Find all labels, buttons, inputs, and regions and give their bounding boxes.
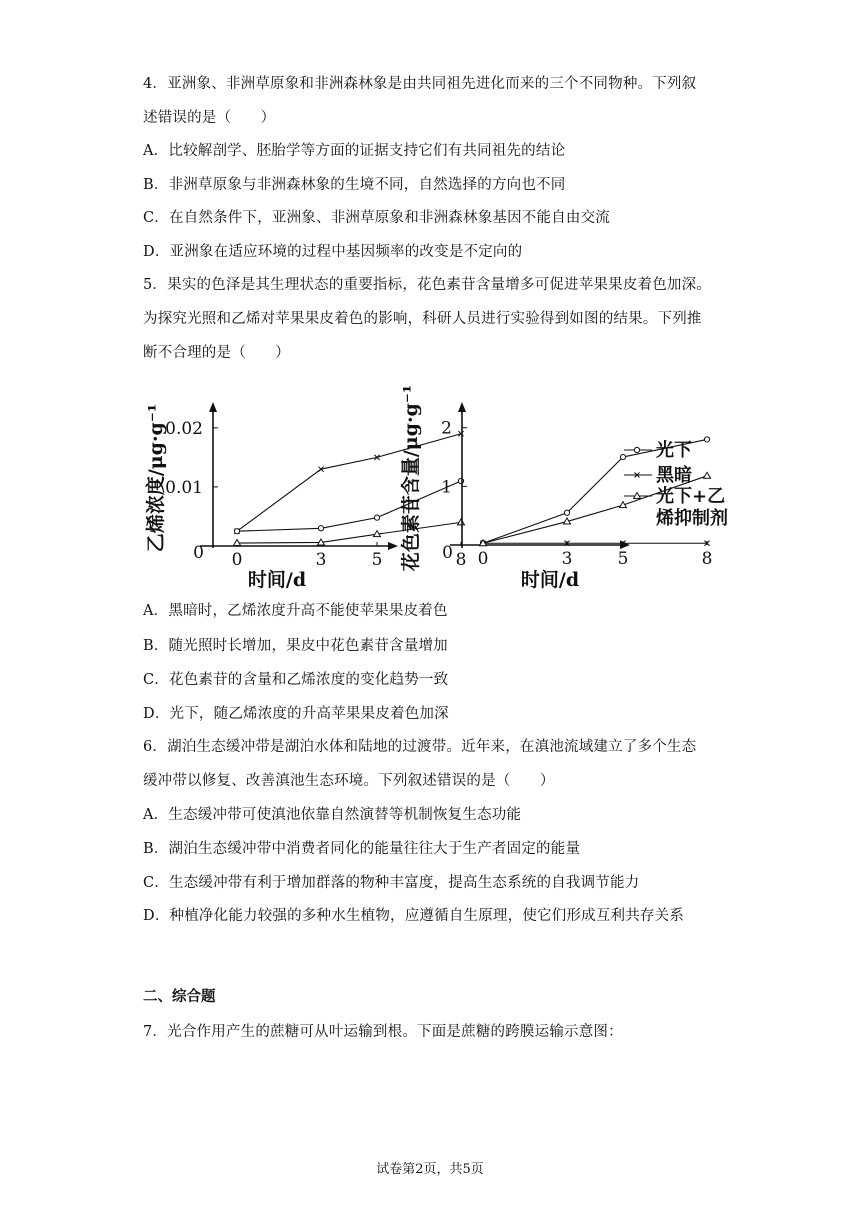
c1-series-triangle-line [237,522,461,543]
c2-series-circle-point [564,510,569,515]
q4-option-b: B．非洲草原象与非洲森林象的生境不同，自然选择的方向也不同 [143,177,566,193]
q6-option-a: A．生态缓冲带可使滇池依靠自然演替等机制恢复生态功能 [143,807,522,823]
q5-stem-line-2: 为探究光照和乙烯对苹果果皮着色的影响，科研人员进行实验得到如图的结果。下列推 [143,311,702,327]
q6-stem-line-1: 6．湖泊生态缓冲带是湖泊水体和陆地的过渡带。近年来，在滇池流域建立了多个生态 [143,739,697,755]
q5-stem-line-3: 断不合理的是（ ） [143,345,290,361]
section-heading: 二、综合题 [143,989,216,1005]
c1-x-arrow [388,542,398,550]
c1-series-circle-point [458,478,463,483]
q4-stem-line-2: 述错误的是（ ） [143,110,276,126]
c2-y-axis-title: 花色素苷含量/μg·g⁻¹ [400,384,422,572]
c2-y-tick-label: 2 [441,418,452,439]
q5-figure [140,378,780,593]
q6-option-d: D．种植净化能力较强的多种水生植物，应遵循自生原理，使它们形成互利共存关系 [143,908,685,924]
c2-series-circle-point [704,437,709,442]
page-footer: 试卷第2页，共5页 [376,1162,484,1177]
c1-series-circle-point [318,526,323,531]
q4-option-a: A．比较解剖学、胚胎学等方面的证据支持它们有共同祖先的结论 [143,143,566,159]
q4-option-d: D．亚洲象在适应环境的过程中基因频率的改变是不定向的 [143,244,523,260]
q6-option-c: C．生态缓冲带有利于增加群落的物种丰富度，提高生态系统的自我调节能力 [143,875,640,891]
c1-x-tick-label: 8 [455,550,467,570]
c2-x-tick-label: 0 [477,549,489,569]
q7-stem: 7．光合作用产生的蔗糖可从叶运输到根。下面是蔗糖的跨膜运输示意图： [143,1024,623,1040]
c1-series-cross-line [237,434,461,532]
q5-option-a: A．黑暗时，乙烯浓度升高不能使苹果果皮着色 [143,603,448,619]
c1-x-tick-label: 3 [315,550,327,570]
c2-legend [624,439,728,529]
c2-x-axis-title: 时间/d [520,569,580,591]
q6-option-b: B．湖泊生态缓冲带中消费者同化的能量往往大于生产者固定的能量 [143,841,581,857]
q6-stem-line-2: 缓冲带以修复、改善滇池生态环境。下列叙述错误的是（ ） [143,773,555,789]
c1-origin-label: 0 [193,543,204,563]
c2-series-triangle-point [704,472,711,478]
legend-label-light-inhibitor-1: 光下+乙 [656,486,726,507]
legend-label-light-inhibitor-2: 烯抑制剂 [656,508,728,529]
c2-x-tick-label: 8 [701,549,713,569]
legend-label-light: 光下 [656,440,692,461]
c1-x-axis-title: 时间/d [247,569,307,591]
q5-stem-line-1: 5．果实的色泽是其生理状态的重要指标，花色素苷含量增多可促进苹果果皮着色加深。 [143,277,712,293]
c1-series-circle-point [374,515,379,520]
c2-x-tick-label: 3 [561,549,573,569]
c1-y-tick-label: 0.02 [165,418,203,439]
chart-anthocyanin [399,385,728,591]
c2-origin-label: 0 [442,543,453,563]
c1-series-circle-point [234,529,239,534]
q4-stem-line-1: 4．亚洲象、非洲草原象和非洲森林象是由共同祖先进化而来的三个不同物种。下列叙 [143,76,697,92]
c1-y-arrow [209,402,217,412]
c2-y-arrow [458,402,466,412]
c1-x-tick-label: 5 [371,550,383,570]
c2-y-tick-label: 1 [441,477,452,498]
c1-y-axis-title: 乙烯浓度/μg·g⁻¹ [145,403,167,553]
c1-y-tick-label: 0.01 [165,477,203,498]
c1-x-tick-label: 0 [231,550,243,570]
c2-series-circle-point [620,454,625,459]
legend-label-dark: 黑暗 [656,465,692,486]
q4-option-c: C．在自然条件下，亚洲象、非洲草原象和非洲森林象基因不能自由交流 [143,210,610,226]
q5-option-c: C．花色素苷的含量和乙烯浓度的变化趋势一致 [143,672,449,688]
c1-series-triangle-point [458,519,465,525]
q5-option-d: D．光下，随乙烯浓度的升高苹果果皮着色加深 [143,706,449,722]
c2-x-tick-label: 5 [617,549,629,569]
q5-option-b: B．随光照时长增加，果皮中花色素苷含量增加 [143,638,448,654]
legend-marker-circle [634,447,639,452]
